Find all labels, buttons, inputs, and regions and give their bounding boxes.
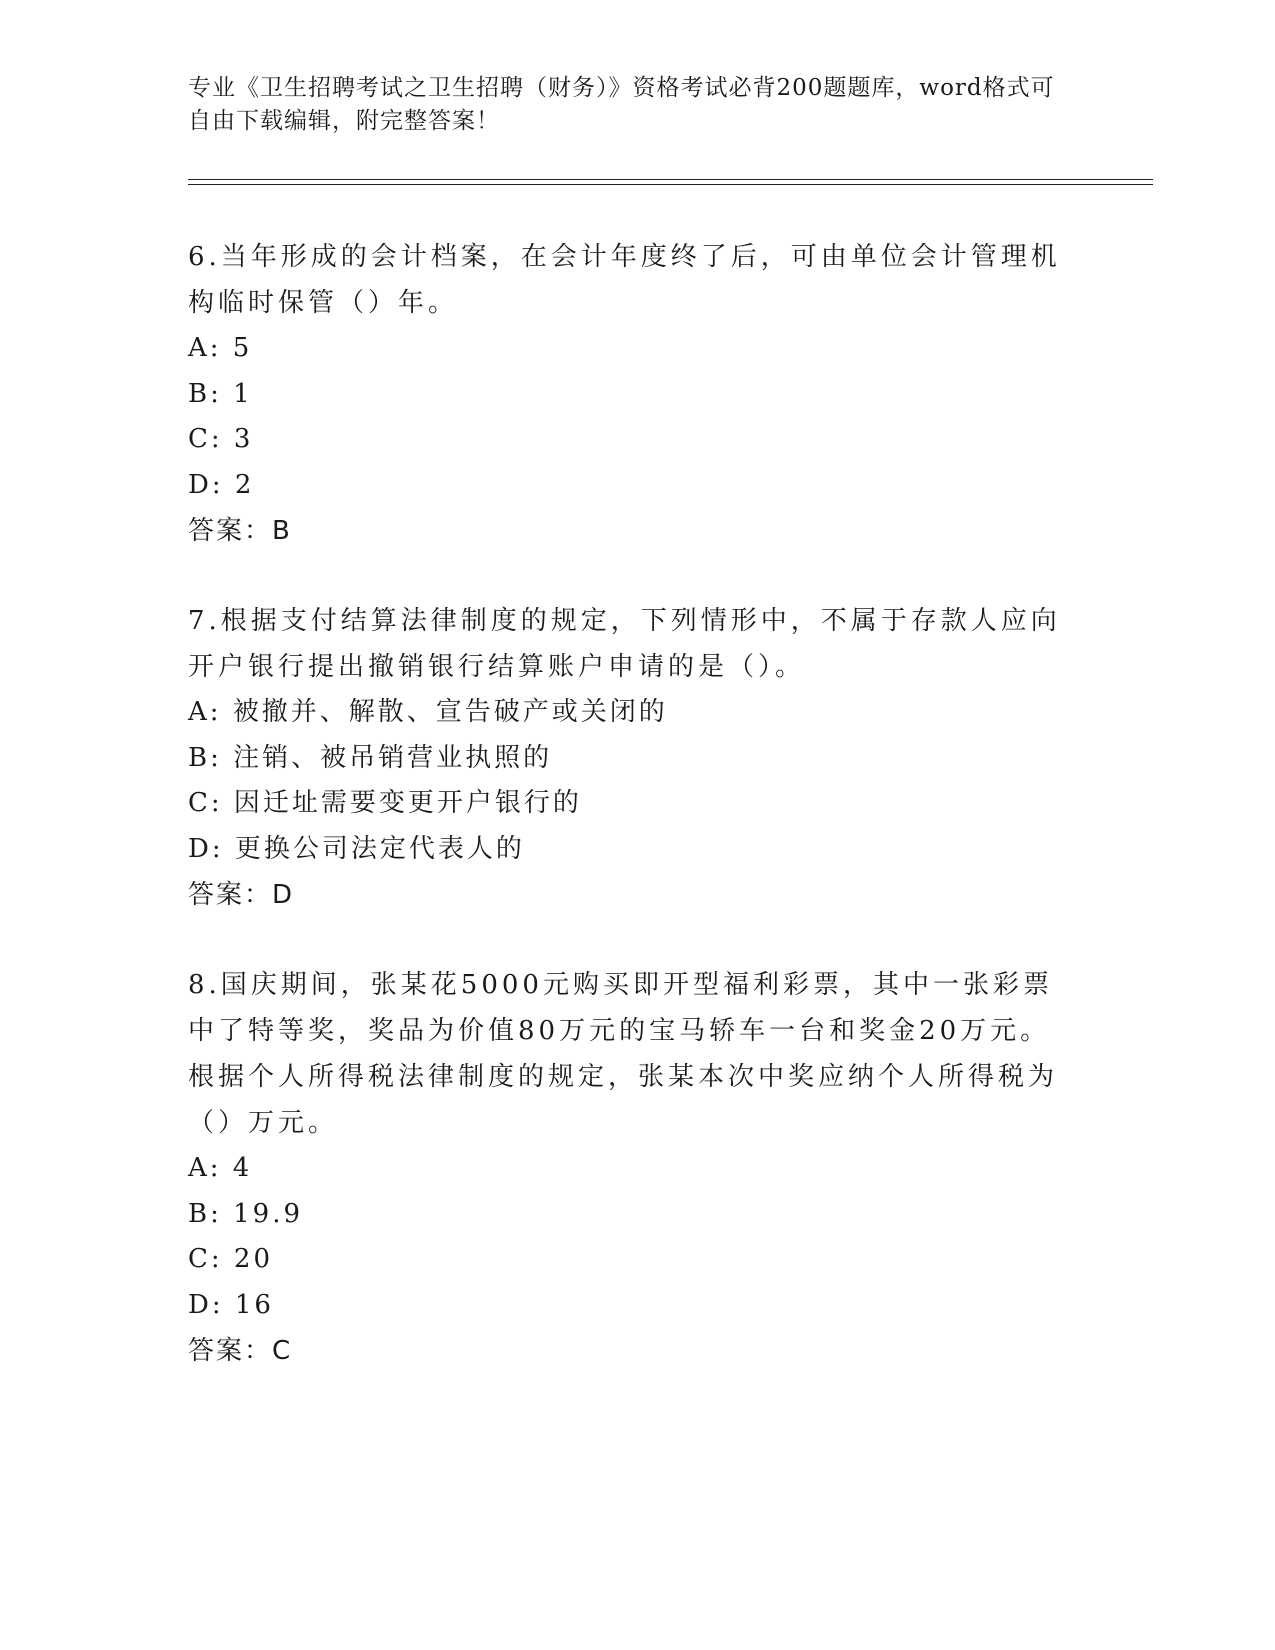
option-a: A: 被撤并、解散、宣告破产或关闭的 [188,697,668,727]
option-d: D: 2 [188,469,255,500]
option-c: C: 3 [188,424,254,454]
option-b: B: 19.9 [188,1198,304,1229]
question-7 [188,598,1068,918]
question-stem: 7.根据支付结算法律制度的规定，下列情形中，不属于存款人应向开户银行提出撤销银行结算账户申请的是（）。 [188,606,1061,682]
question-stem: 6.当年形成的会计档案，在会计年度终了后，可由单位会计管理机构临时保管（）年。 [188,242,1061,318]
option-a: A: 5 [188,333,253,363]
option-d: D: 16 [188,1289,274,1320]
document-header: 专业《卫生招聘考试之卫生招聘（财务）》资格考试必背200题题库，word格式可自由下载编辑，附完整答案！ [188,75,1055,134]
answer: 答案：C [188,1336,293,1366]
question-6 [188,234,1068,554]
question-stem: 8.国庆期间，张某花5000元购买即开型福利彩票，其中一张彩票中了特等奖，奖品为价值80万元的宝马轿车一台和奖金20万元。根据个人所得税法律制度的规定，张某本次中奖应纳个人所得税为（）万元。 [188,970,1059,1138]
option-c: C: 因迁址需要变更开户银行的 [188,788,582,818]
header-divider-top [188,179,1153,180]
option-d: D: 更换公司法定代表人的 [188,833,525,864]
option-b: B: 1 [188,378,253,409]
answer: 答案：B [188,516,292,546]
option-b: B: 注销、被吊销营业执照的 [188,742,553,773]
option-a: A: 4 [188,1153,253,1183]
option-c: C: 20 [188,1244,274,1274]
header-divider-bottom [188,184,1153,185]
question-8 [188,962,1068,1374]
answer: 答案：D [188,880,295,910]
